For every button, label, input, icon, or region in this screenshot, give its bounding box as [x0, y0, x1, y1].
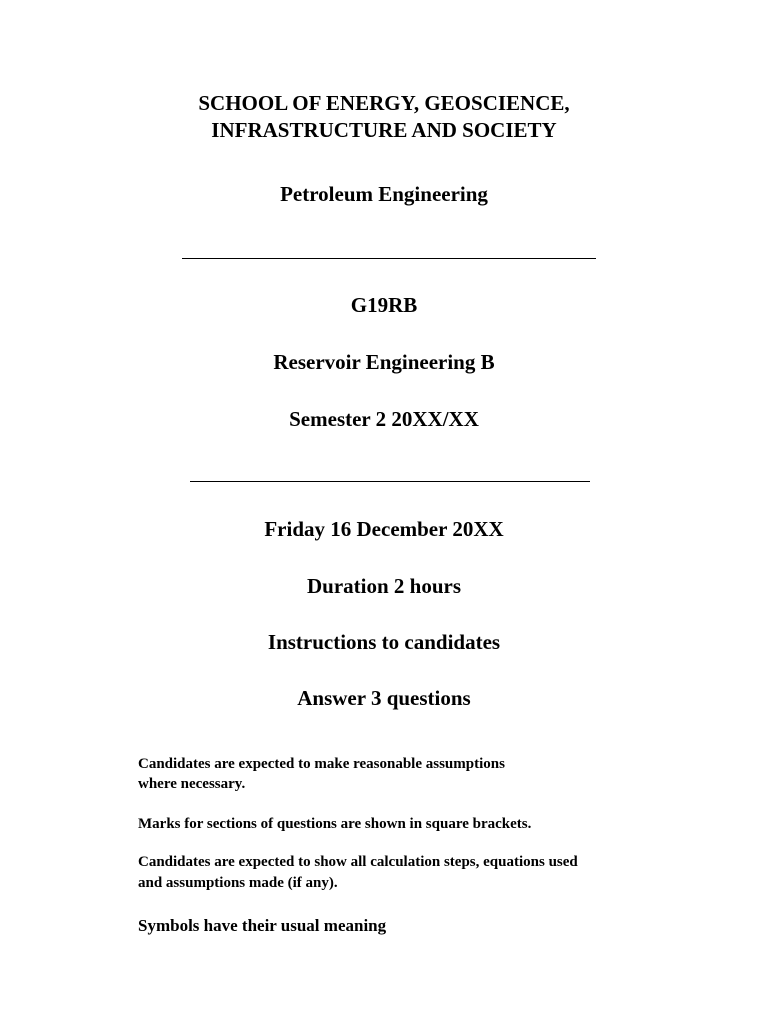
- school-name-line2: INFRASTRUCTURE AND SOCIETY: [211, 118, 557, 142]
- note-assumptions-line2: where necessary.: [138, 776, 246, 792]
- note-assumptions-line1: Candidates are expected to make reasonable assumptions: [138, 756, 505, 772]
- note-steps-line1: Candidates are expected to show all calculation steps, equations used: [138, 854, 578, 870]
- programme-title: Petroleum Engineering: [280, 182, 488, 206]
- semester: Semester 2 20XX/XX: [289, 407, 479, 431]
- divider-bottom: [190, 481, 590, 482]
- exam-date: Friday 16 December 20XX: [264, 517, 504, 541]
- school-name-line1: SCHOOL OF ENERGY, GEOSCIENCE,: [198, 91, 570, 115]
- note-marks: Marks for sections of questions are shown in square brackets.: [138, 816, 532, 832]
- divider-top: [182, 258, 596, 259]
- instructions-heading: Instructions to candidates: [267, 630, 501, 654]
- course-code: G19RB: [350, 293, 418, 317]
- course-title: Reservoir Engineering B: [273, 350, 495, 374]
- exam-duration: Duration 2 hours: [306, 574, 462, 598]
- answer-count: Answer 3 questions: [297, 686, 471, 710]
- note-symbols: Symbols have their usual meaning: [138, 916, 387, 935]
- note-steps-line2: and assumptions made (if any).: [138, 875, 338, 891]
